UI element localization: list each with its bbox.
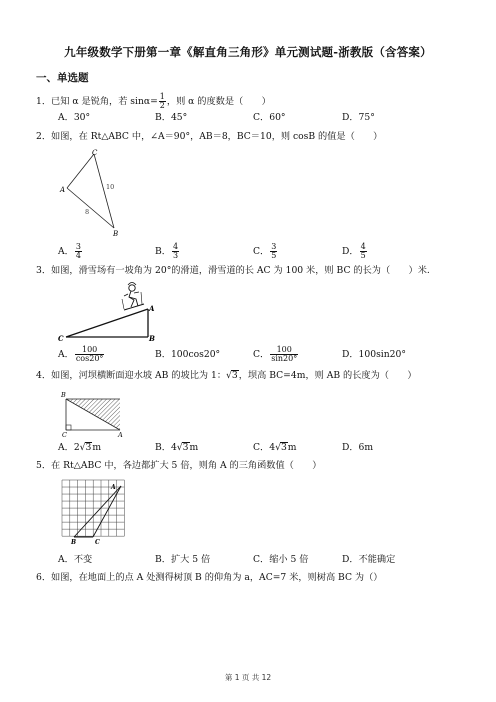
q2-option-d-numerator: 4 bbox=[360, 242, 366, 251]
q2-option-c-numerator: 3 bbox=[271, 242, 277, 251]
q4-option-d: D．6m bbox=[342, 442, 374, 453]
q3-slope-ca bbox=[66, 309, 148, 337]
q2-side-ca bbox=[67, 154, 94, 188]
q1-fraction-denominator: 2 bbox=[159, 101, 165, 110]
q1-stem-start: 1．已知 α 是锐角，若 sinα= bbox=[36, 96, 158, 107]
q2-option-c-letter: C． bbox=[253, 246, 270, 257]
q4-option-b bbox=[155, 442, 198, 454]
q4-label-c: C bbox=[62, 431, 67, 438]
q2-option-a-numerator: 3 bbox=[75, 242, 81, 251]
q3-option-a bbox=[58, 346, 105, 363]
q4-option-c-unit: m bbox=[287, 442, 297, 453]
q5-label-a: A bbox=[111, 484, 116, 491]
q5-grid-figure bbox=[58, 478, 130, 546]
q5-option-a: A．不变 bbox=[58, 554, 93, 565]
q3-ski-slope-figure bbox=[58, 281, 158, 343]
q2-option-d bbox=[342, 243, 368, 260]
q4-option-a bbox=[58, 442, 101, 454]
q5-option-c: C．缩小 5 倍 bbox=[253, 554, 309, 565]
q3-option-a-fraction bbox=[75, 346, 105, 363]
q4-option-a-radicand: 3 bbox=[85, 442, 92, 453]
q3-option-a-denominator: cos20° bbox=[75, 354, 104, 363]
q3-option-a-numerator: 100 bbox=[75, 346, 105, 355]
skier-icon bbox=[122, 283, 144, 311]
q4-option-b-radicand: 3 bbox=[182, 442, 189, 453]
q2-option-b-denominator: 3 bbox=[172, 251, 179, 260]
q3-option-c-fraction bbox=[270, 346, 298, 363]
q2-option-b-numerator: 4 bbox=[172, 242, 179, 251]
q3-option-c-letter: C． bbox=[253, 349, 270, 360]
q4-option-b-unit: m bbox=[189, 442, 199, 453]
q1-option-a: A．30° bbox=[58, 112, 91, 123]
q2-label-b: B bbox=[113, 230, 119, 238]
q2-option-a-letter: A． bbox=[58, 246, 74, 257]
q2-option-d-letter: D． bbox=[342, 246, 359, 257]
q3-option-c bbox=[253, 346, 299, 363]
right-angle-icon bbox=[66, 425, 71, 430]
q2-option-d-denominator: 5 bbox=[360, 251, 366, 260]
q4-label-a: A bbox=[118, 431, 123, 438]
q2-option-b-fraction bbox=[172, 243, 179, 260]
q3-option-d: D．100sin20° bbox=[342, 349, 406, 360]
q3-option-a-letter: A． bbox=[58, 349, 74, 360]
sqrt-symbol-icon: √ bbox=[79, 442, 86, 453]
q1-option-c: C．60° bbox=[253, 112, 286, 123]
q5-label-b: B bbox=[71, 539, 77, 546]
q1-fraction bbox=[159, 93, 166, 110]
question-3: 3．如图，滑雪场有一坡角为 20°的滑道，滑雪道的长 AC 为 100 米，则 BC 的长为（ ）米. bbox=[36, 265, 430, 276]
q2-option-a bbox=[58, 243, 83, 260]
q4-option-a-unit: m bbox=[92, 442, 102, 453]
q2-option-b bbox=[155, 243, 180, 260]
document-title: 九年级数学下册第一章《解直角三角形》单元测试题-浙教版（含答案） bbox=[64, 45, 432, 59]
q2-option-b-letter: B． bbox=[155, 246, 171, 257]
q2-option-a-denominator: 4 bbox=[75, 251, 81, 260]
q3-label-b: B bbox=[149, 334, 155, 343]
q4-stem-end: ，坝高 BC=4m，则 AB 的长度为（ ） bbox=[238, 370, 417, 381]
q4-option-c-radicand: 3 bbox=[280, 442, 287, 453]
question-1 bbox=[36, 93, 271, 110]
q5-option-b: B．扩大 5 倍 bbox=[155, 554, 211, 565]
q3-option-c-denominator: sin20° bbox=[271, 354, 298, 363]
q4-option-a-coefficient: A．2 bbox=[58, 442, 80, 453]
page-footer: 第 1 页 共 12 bbox=[224, 673, 272, 682]
q4-option-c-coefficient: C．4 bbox=[253, 442, 276, 453]
q5-option-d: D．不能确定 bbox=[342, 554, 396, 565]
q2-side-ab bbox=[67, 188, 114, 228]
q2-side-cb bbox=[94, 154, 114, 228]
q4-stem-radicand: 3 bbox=[231, 370, 238, 381]
q3-label-c: C bbox=[58, 334, 64, 343]
q1-stem-end: ，则 α 的度数是（ ） bbox=[166, 96, 271, 107]
q2-triangle-figure bbox=[58, 148, 128, 238]
q4-option-c bbox=[253, 442, 297, 454]
q2-label-c: C bbox=[92, 149, 98, 157]
question-2: 2．如图，在 Rt△ABC 中，∠A＝90°，AB＝8，BC＝10，则 cosB 的值是（ ） bbox=[36, 131, 383, 142]
q4-stem-start: 4．如图，河坝横断面迎水坡 AB 的坡比为 1： bbox=[36, 370, 227, 381]
q1-option-d: D．75° bbox=[342, 112, 375, 123]
q2-option-a-fraction bbox=[75, 243, 82, 260]
q2-option-c bbox=[253, 243, 278, 260]
sqrt-symbol-icon: √ bbox=[226, 370, 232, 381]
q1-option-b: B．45° bbox=[155, 112, 188, 123]
q3-option-c-numerator: 100 bbox=[270, 346, 298, 355]
sqrt-symbol-icon: √ bbox=[275, 442, 281, 453]
question-4 bbox=[36, 370, 417, 382]
q1-fraction-numerator: 1 bbox=[159, 92, 165, 101]
q2-label-a: A bbox=[60, 186, 66, 194]
q2-option-c-denominator: 5 bbox=[271, 251, 277, 260]
sqrt-symbol-icon: √ bbox=[176, 442, 183, 453]
q2-option-c-fraction bbox=[270, 243, 277, 260]
q5-label-c: C bbox=[95, 539, 100, 546]
section-heading: 一、单选题 bbox=[36, 72, 89, 84]
q4-dam-figure bbox=[58, 388, 128, 438]
q2-length-ab: 8 bbox=[85, 208, 90, 216]
q4-option-b-coefficient: B．4 bbox=[155, 442, 177, 453]
q3-option-b: B．100cos20° bbox=[155, 349, 221, 360]
q2-option-d-fraction bbox=[360, 243, 367, 260]
q4-label-b: B bbox=[61, 391, 66, 399]
q2-length-bc: 10 bbox=[106, 183, 115, 191]
q3-label-a: A bbox=[149, 304, 155, 313]
question-5: 5．在 Rt△ABC 中，各边都扩大 5 倍，则角 A 的三角函数值（ ） bbox=[36, 460, 322, 471]
question-6: 6．如图，在地面上的点 A 处测得树顶 B 的仰角为 a，AC=7 米，则树高 BC 为（） bbox=[36, 572, 383, 583]
